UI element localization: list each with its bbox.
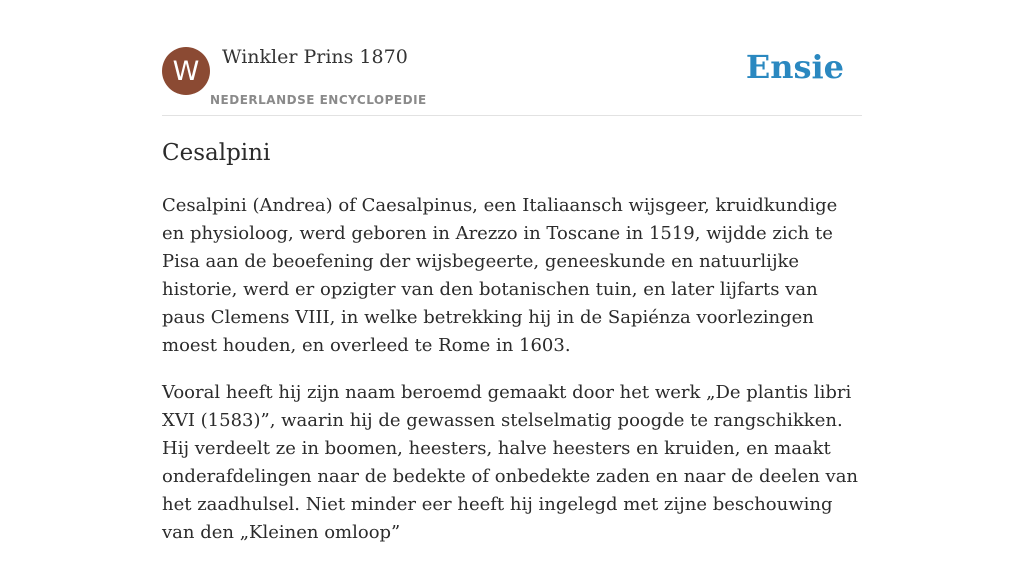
source-title[interactable]: Winkler Prins 1870 [222,46,408,68]
source-subtitle: NEDERLANDSE ENCYCLOPEDIE [210,93,427,107]
article-paragraph: Cesalpini (Andrea) of Caesalpinus, een Italiaansch wijsgeer, kruidkundige en physioloog, werd geboren in Arezzo in Toscane in 1519, wijdde zich te Pisa aan de beoefening der wijsbegeerte, geneeskunde en natuurlijke historie, werd er opzigter van den botanischen tuin, en later lijfarts van paus Clemens VIII, in welke betrekking hij in de Sapiénza voorlezingen moest houden, en overleed te Rome in 1603. [162,195,838,356]
article-body [162,192,862,566]
source-header [162,46,862,116]
header-divider [162,115,862,116]
brand-logo[interactable]: Ensie [745,48,844,86]
article-title: Cesalpini [162,140,271,166]
article-paragraph: Vooral heeft hij zijn naam beroemd gemaakt door het werk „De plantis libri XVI (1583)”, waarin hij de gewassen stelselmatig poogde te rangschikken. Hij verdeelt ze in boomen, heesters, halve heesters en kruiden, en maakt onderafdelingen naar de bedekte of onbedekte zaden en naar de deelen van het zaadhulsel. Niet minder eer heeft hij ingelegd met zijne beschouwing van den „Kleinen omloop” [162,382,859,543]
avatar[interactable]: W [162,47,210,95]
